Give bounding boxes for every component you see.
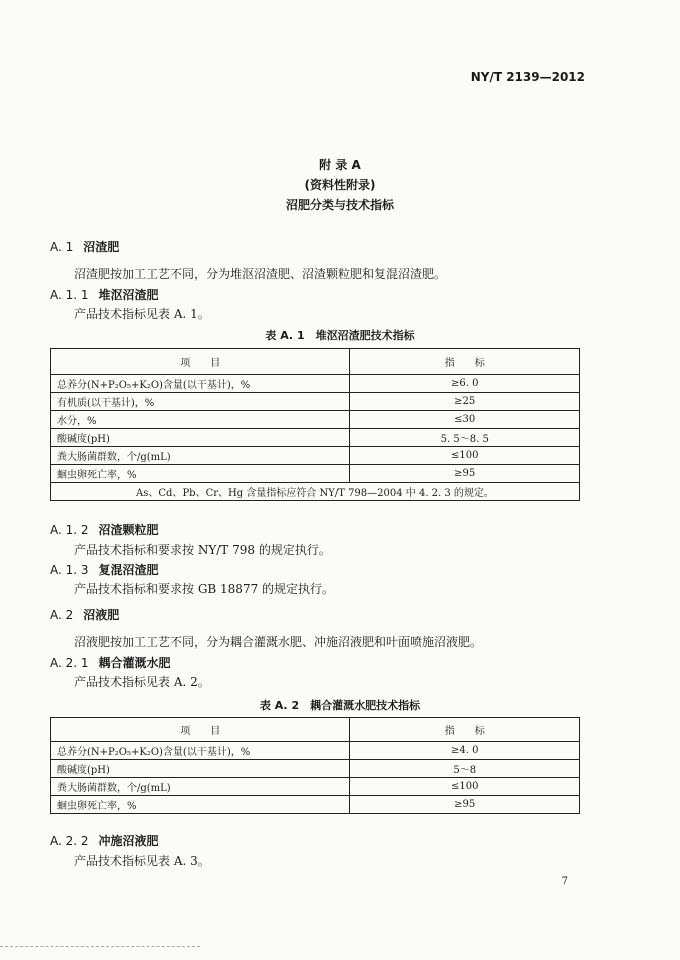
row-value: ≥25 xyxy=(350,393,580,411)
section-title: 堆沤沼渣肥 xyxy=(98,288,159,302)
section-a21-heading xyxy=(50,654,171,671)
appendix-subtitle: (资料性附录) xyxy=(304,178,376,192)
bottom-divider xyxy=(0,946,200,947)
section-a1-paragraph: 沼渣肥按加工工艺不同，分为堆沤沼渣肥、沼渣颗粒肥和复混沼渣肥。 xyxy=(74,267,447,281)
section-a13-paragraph: 产品技术指标和要求按 GB 18877 的规定执行。 xyxy=(74,582,335,596)
section-a11-paragraph: 产品技术指标见表 A. 1。 xyxy=(74,307,210,321)
table-row xyxy=(51,393,580,411)
row-item: 酸碱度(pH) xyxy=(51,760,350,778)
row-item: 蛔虫卵死亡率，% xyxy=(51,796,350,814)
table1 xyxy=(50,348,580,501)
section-a11-heading xyxy=(50,286,159,303)
section-number: A. 1. 3 xyxy=(50,563,89,577)
table-row xyxy=(51,796,580,814)
section-a12-heading xyxy=(50,521,159,538)
column-header-index: 指 标 xyxy=(350,718,580,742)
section-a22-paragraph: 产品技术指标见表 A. 3。 xyxy=(74,854,210,868)
section-number: A. 1. 2 xyxy=(50,523,89,537)
table2-caption: 表 A. 2 耦合灌溉水肥技术指标 xyxy=(259,699,421,712)
row-item: 有机质(以干基计)，% xyxy=(51,393,350,411)
row-value: ≤100 xyxy=(350,447,580,465)
table-row xyxy=(51,760,580,778)
row-value: ≤30 xyxy=(350,411,580,429)
column-header-item: 项 目 xyxy=(51,349,350,375)
section-title: 沼渣肥 xyxy=(83,240,120,254)
table-row xyxy=(51,447,580,465)
table-header-row xyxy=(51,349,580,375)
row-value: 5. 5～8. 5 xyxy=(350,429,580,447)
appendix-heading: 沼肥分类与技术指标 xyxy=(285,198,394,212)
table-header-row xyxy=(51,718,580,742)
section-a21-paragraph: 产品技术指标见表 A. 2。 xyxy=(74,675,210,689)
appendix-title: 附 录 A xyxy=(319,158,361,172)
row-item: 粪大肠菌群数，个/g(mL) xyxy=(51,447,350,465)
section-title: 沼液肥 xyxy=(83,608,120,622)
row-value: ≥6. 0 xyxy=(350,375,580,393)
row-value: ≥95 xyxy=(350,465,580,483)
row-item: 水分，% xyxy=(51,411,350,429)
section-number: A. 1. 1 xyxy=(50,288,89,302)
table-row xyxy=(51,742,580,760)
table1-caption: 表 A. 1 堆沤沼渣肥技术指标 xyxy=(265,329,415,342)
row-item: 粪大肠菌群数，个/g(mL) xyxy=(51,778,350,796)
standard-code: NY/T 2139—2012 xyxy=(470,70,585,84)
column-header-item: 项 目 xyxy=(51,718,350,742)
section-title: 冲施沼液肥 xyxy=(98,834,159,848)
row-value: ≥4. 0 xyxy=(350,742,580,760)
table2 xyxy=(50,717,580,814)
row-value: ≥95 xyxy=(350,796,580,814)
row-value: 5～8 xyxy=(350,760,580,778)
section-a22-heading xyxy=(50,832,159,849)
table-row xyxy=(51,778,580,796)
section-title: 沼渣颗粒肥 xyxy=(98,523,159,537)
section-a2-paragraph: 沼液肥按加工工艺不同，分为耦合灌溉水肥、冲施沼液肥和叶面喷施沼液肥。 xyxy=(74,635,483,649)
row-item: 总养分(N+P₂O₅+K₂O)含量(以干基计)，% xyxy=(51,375,350,393)
row-value: ≤100 xyxy=(350,778,580,796)
table-footnote-row xyxy=(51,483,580,501)
column-header-index: 指 标 xyxy=(350,349,580,375)
section-a2-heading xyxy=(50,606,119,623)
row-item: 总养分(N+P₂O₅+K₂O)含量(以干基计)，% xyxy=(51,742,350,760)
table-row xyxy=(51,465,580,483)
section-a13-heading xyxy=(50,561,159,578)
section-title: 耦合灌溉水肥 xyxy=(98,656,171,670)
section-number: A. 2. 2 xyxy=(50,834,89,848)
section-a12-paragraph: 产品技术指标和要求按 NY/T 798 的规定执行。 xyxy=(74,543,331,557)
section-a1-heading xyxy=(50,238,119,255)
section-number: A. 2. 1 xyxy=(50,656,89,670)
row-item: 蛔虫卵死亡率，% xyxy=(51,465,350,483)
table-row xyxy=(51,375,580,393)
section-number: A. 2 xyxy=(50,608,74,622)
table-row xyxy=(51,411,580,429)
section-title: 复混沼渣肥 xyxy=(98,563,159,577)
section-number: A. 1 xyxy=(50,240,74,254)
row-item: 酸碱度(pH) xyxy=(51,429,350,447)
table-footnote: As、Cd、Pb、Cr、Hg 含量指标应符合 NY/T 798—2004 中 4. 2. 3 的规定。 xyxy=(51,483,580,501)
page-number: 7 xyxy=(561,876,568,887)
table-row xyxy=(51,429,580,447)
